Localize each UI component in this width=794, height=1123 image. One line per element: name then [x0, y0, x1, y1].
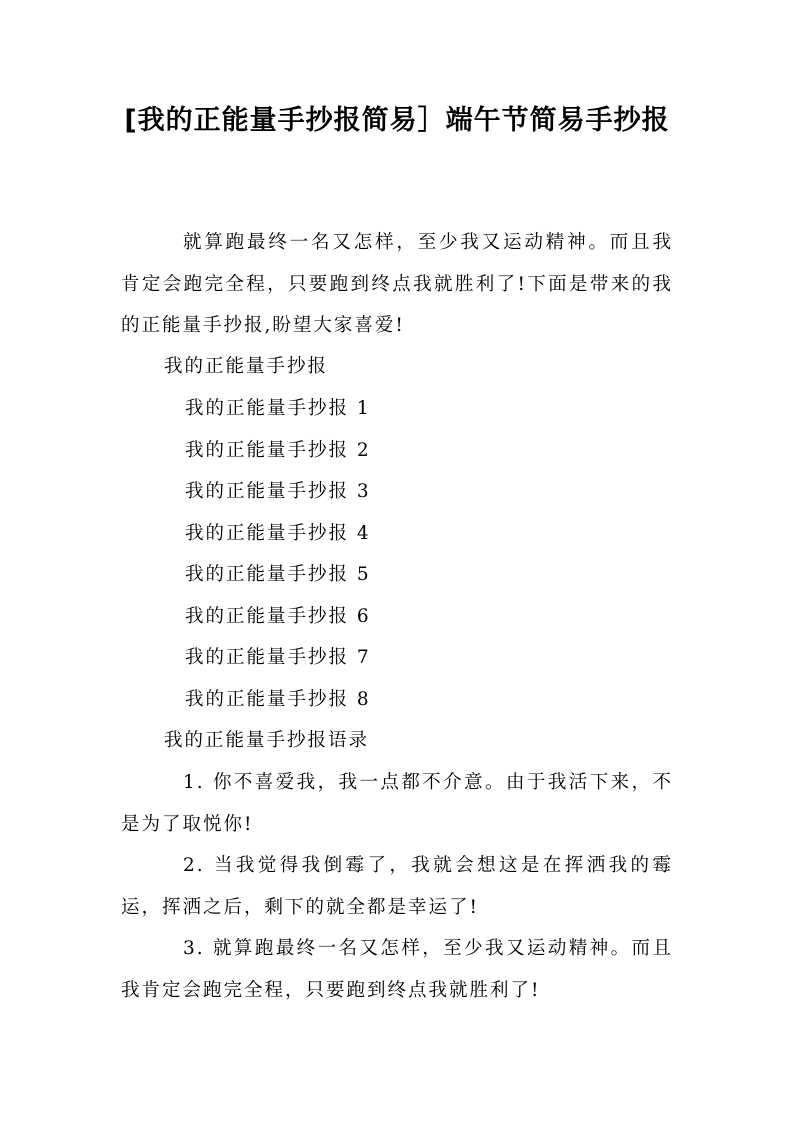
section-heading-handwritten-newspaper: 我的正能量手抄报: [164, 356, 329, 377]
quote-paragraph-1: 1. 你不喜爱我，我一点都不介意。由于我活下来，不是为了取悦你!: [121, 772, 673, 835]
section-heading-quotes: 我的正能量手抄报语录: [164, 730, 370, 751]
quote-paragraph-3: 3. 就算跑最终一名又怎样，至少我又运动精神。而且我肯定会跑完全程，只要跑到终点我就胜利了!: [121, 938, 673, 1001]
document-title: [我的正能量手抄报简易］端午节简易手抄报: [124, 105, 670, 136]
list-item: 我的正能量手抄报 8: [185, 689, 371, 710]
list-item: 我的正能量手抄报 5: [185, 564, 371, 585]
list-item: 我的正能量手抄报 2: [185, 440, 371, 461]
quote-paragraph-2: 2. 当我觉得我倒霉了，我就会想这是在挥洒我的霉运，挥洒之后，剩下的就全都是幸运了!: [121, 855, 673, 918]
intro-paragraph: 就算跑最终一名又怎样，至少我又运动精神。而且我肯定会跑完全程，只要跑到终点我就胜利了!下面是带来的我的正能量手抄报,盼望大家喜爱!: [121, 232, 673, 336]
list-item: 我的正能量手抄报 6: [185, 606, 371, 627]
list-item: 我的正能量手抄报 1: [185, 398, 371, 419]
list-item: 我的正能量手抄报 4: [185, 523, 371, 544]
list-item: 我的正能量手抄报 7: [185, 647, 371, 668]
list-item: 我的正能量手抄报 3: [185, 481, 371, 502]
